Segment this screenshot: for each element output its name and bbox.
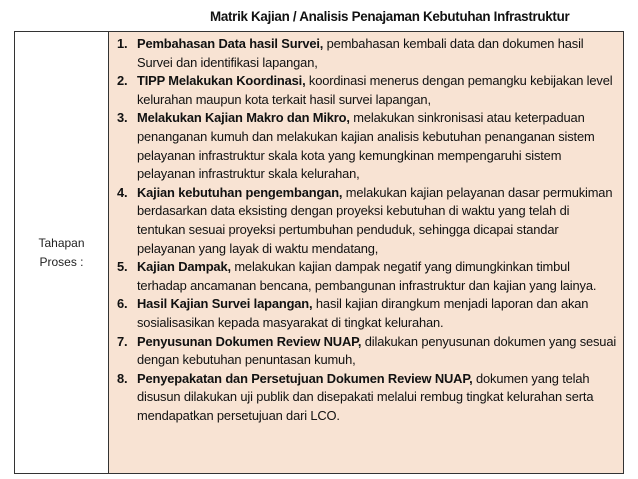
step-text: pembahasan kembali data dan dokumen hasil Survei dan identifikasi lapangan,	[137, 36, 584, 70]
step-item	[113, 333, 619, 370]
content-cell	[109, 32, 623, 473]
step-title: Penyepakatan dan Persetujuan Dokumen Review NUAP,	[137, 370, 473, 386]
step-text: dilakukan penyusunan dokumen yang sesuai dengan kebutuhan penuntasan kumuh,	[137, 333, 617, 368]
step-title: Kajian kebutuhan pengembangan,	[137, 184, 343, 200]
step-number: 1.	[117, 36, 128, 51]
step-item	[113, 72, 619, 109]
step-text: melakukan kajian dampak negatif yang dimungkinkan timbul terhadap ancamanan bencana, pembangunan infrastruktur dan kajian yang lainya.	[137, 259, 597, 293]
steps-list	[113, 35, 619, 425]
step-text: melakukan kajian pelayanan dasar permukiman berdasarkan data eksisting dengan proyeksi kebutuhan di waktu yang telah di tentukan sesuai proyeksi pertumbuhan penduduk, sehingga dicapai standar pelayanan yang layak di waktu mendatang,	[137, 184, 613, 256]
step-text: dokumen yang telah disusun dilakukan uji publik dan disepakati melalui rembug tingkat kelurahan serta mendapatkan persetujuan dari LCO.	[137, 370, 594, 423]
step-item	[113, 258, 619, 295]
matrix-table	[14, 31, 624, 474]
step-item	[113, 109, 619, 183]
step-number: 8.	[117, 370, 128, 386]
step-text: melakukan sinkronisasi atau keterpaduan penanganan kumuh dan melakukan kajian analisis kebutuhan penanganan sistem pelayanan infrastruktur skala kota yang kemungkinan mempengaruhi sistem pelayanan infrastruktur skala kelurahan,	[137, 110, 595, 182]
step-number: 5.	[117, 259, 128, 275]
step-item	[113, 35, 619, 72]
label-cell	[15, 32, 109, 473]
page-title: Matrik Kajian / Analisis Penajaman Kebutuhan Infrastruktur	[210, 9, 570, 24]
step-number: 6.	[117, 296, 128, 312]
step-number: 2.	[117, 73, 128, 89]
step-text: koordinasi menerus dengan pemangku kebijakan level kelurahan maupun kota terkait hasil survei lapangan,	[137, 73, 613, 107]
step-item	[113, 295, 619, 332]
step-number: 4.	[117, 184, 128, 200]
step-title: Penyusunan Dokumen Review NUAP,	[137, 333, 362, 349]
step-title: Kajian Dampak,	[137, 259, 231, 275]
step-number: 3.	[117, 110, 128, 126]
step-title: Pembahasan Data hasil Survei,	[137, 36, 324, 51]
step-item	[113, 184, 619, 258]
label-text: Tahapan Proses :	[38, 235, 85, 269]
step-number: 7.	[117, 333, 128, 349]
step-title: TIPP Melakukan Koordinasi,	[137, 73, 306, 89]
step-title: Melakukan Kajian Makro dan Mikro,	[137, 110, 350, 126]
step-item	[113, 370, 619, 426]
step-text: hasil kajian dirangkum menjadi laporan dan akan sosialisasikan kepada masyarakat di tingkat kelurahan.	[137, 296, 589, 330]
step-title: Hasil Kajian Survei lapangan,	[137, 296, 313, 312]
